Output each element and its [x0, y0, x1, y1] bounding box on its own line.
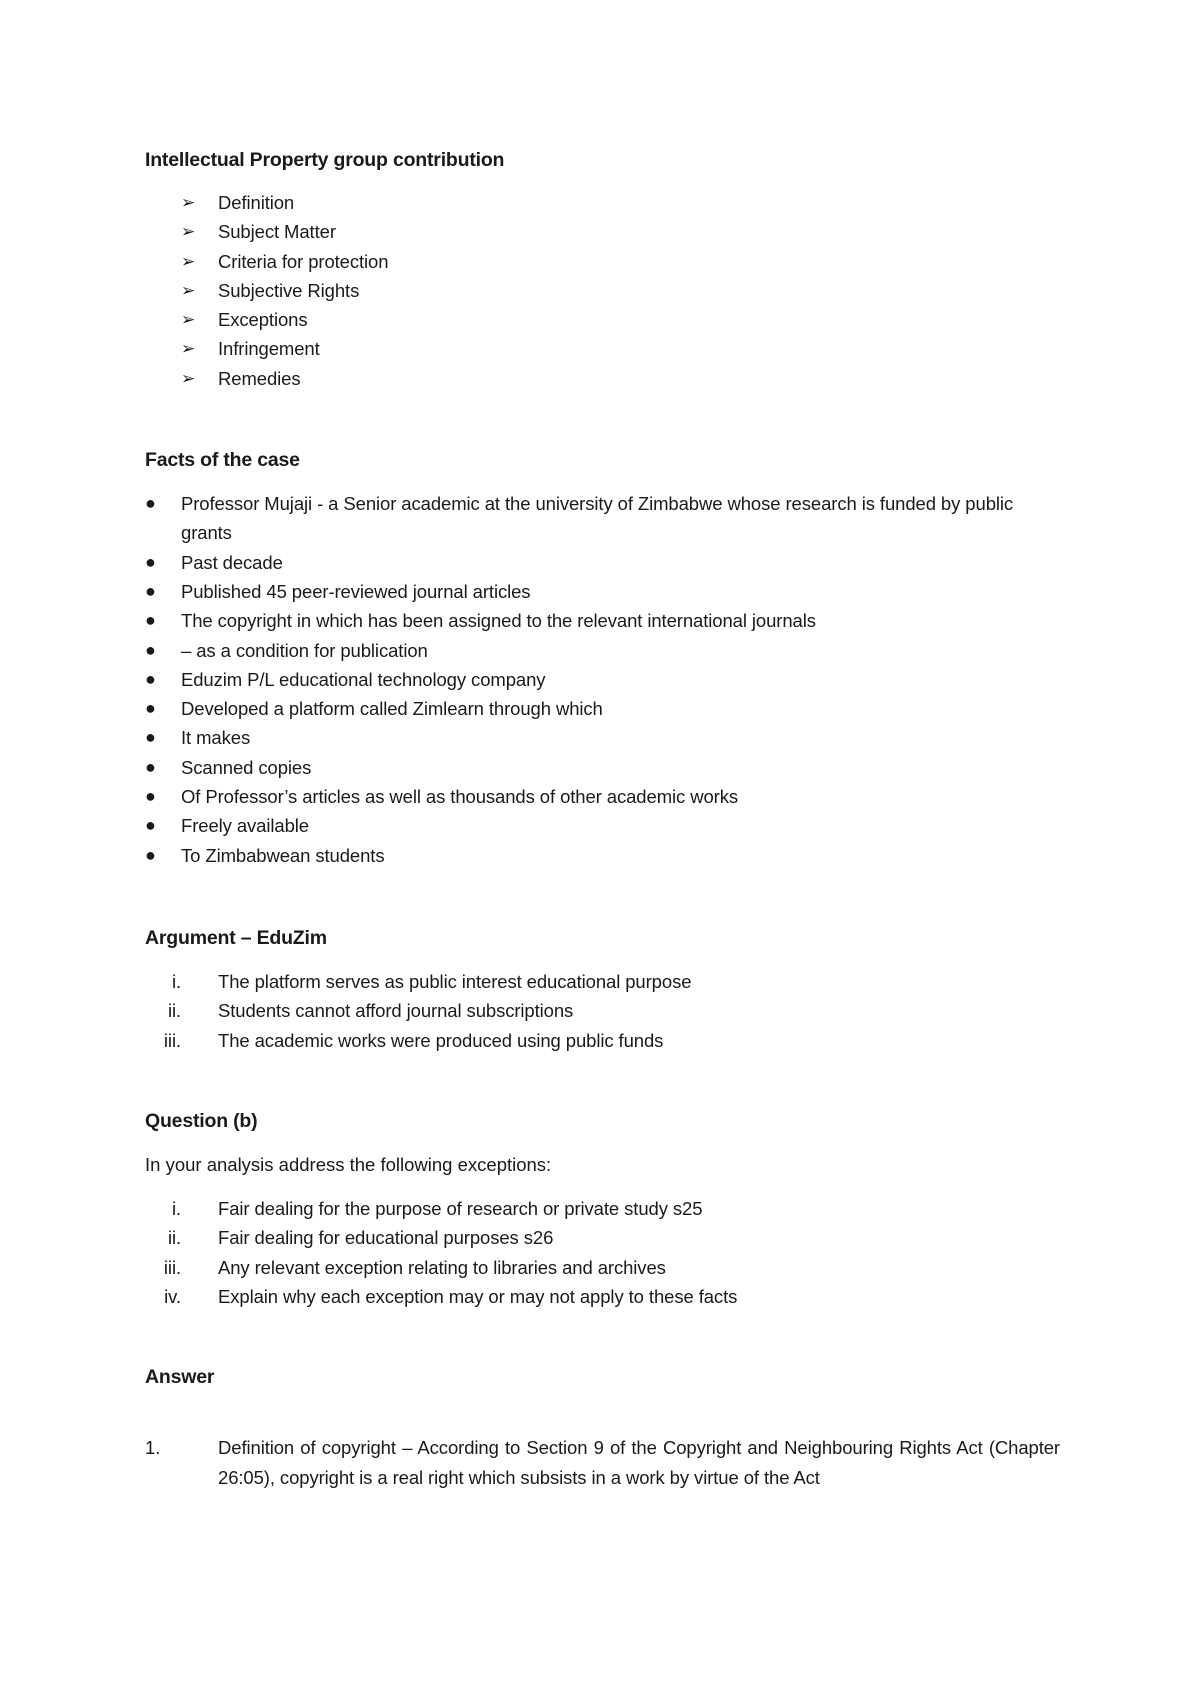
outline-list [145, 188, 1060, 393]
arrow-bullet-icon: ➢ [181, 339, 196, 359]
list-item: ● To Zimbabwean students [145, 841, 1060, 870]
bullet-icon: ● [145, 756, 156, 777]
list-item: ii. Fair dealing for educational purposes s26 [145, 1223, 1060, 1252]
facts-list [145, 489, 1060, 870]
list-item: ● – as a condition for publication [145, 636, 1060, 665]
bullet-icon: ● [145, 551, 156, 572]
facts-heading: Facts of the case [145, 449, 300, 472]
list-item: ➢ Criteria for protection [145, 247, 1060, 276]
list-item: ● Scanned copies [145, 753, 1060, 782]
list-item: ii. Students cannot afford journal subscriptions [145, 996, 1060, 1025]
list-item: ● The copyright in which has been assigned to the relevant international journals [145, 606, 1060, 635]
list-item: ➢ Subject Matter [145, 217, 1060, 246]
list-item: i. Fair dealing for the purpose of research or private study s25 [145, 1194, 1060, 1223]
arrow-bullet-icon: ➢ [181, 222, 196, 242]
bullet-icon: ● [145, 668, 156, 689]
question-heading: Question (b) [145, 1109, 258, 1132]
list-item: ● Freely available [145, 811, 1060, 840]
list-item: ● It makes [145, 723, 1060, 752]
bullet-icon: ● [145, 786, 156, 807]
list-item: ● Published 45 peer-reviewed journal articles [145, 577, 1060, 606]
document-content [145, 146, 1060, 1492]
list-item: iv. Explain why each exception may or may not apply to these facts [145, 1282, 1060, 1311]
question-list [145, 1194, 1060, 1311]
bullet-icon: ● [145, 815, 156, 836]
bullet-icon: ● [145, 698, 156, 719]
list-item: iii. Any relevant exception relating to libraries and archives [145, 1253, 1060, 1282]
list-item: ● Past decade [145, 548, 1060, 577]
list-marker: ii. [167, 1000, 181, 1022]
arrow-bullet-icon: ➢ [181, 310, 196, 330]
answer-list [145, 1433, 1060, 1492]
bullet-icon: ● [145, 580, 156, 601]
list-marker: iii. [163, 1256, 181, 1278]
arrow-bullet-icon: ➢ [181, 280, 196, 300]
list-marker: iii. [163, 1029, 181, 1051]
list-marker: i. [171, 970, 181, 992]
list-item: ➢ Definition [145, 188, 1060, 217]
list-item: iii. The academic works were produced using public funds [145, 1026, 1060, 1055]
list-marker: 1. [145, 1437, 161, 1459]
list-item: ● Of Professor’s articles as well as thousands of other academic works [145, 782, 1060, 811]
list-item: ➢ Remedies [145, 364, 1060, 393]
list-item: ● Professor Mujaji - a Senior academic at the university of Zimbabwe whose research is funded by public grants [145, 489, 1060, 548]
document-title: Intellectual Property group contribution [145, 149, 505, 171]
list-item: i. The platform serves as public interest educational purpose [145, 967, 1060, 996]
list-item: ➢ Subjective Rights [145, 276, 1060, 305]
argument-list [145, 967, 1060, 1055]
list-item: ● Developed a platform called Zimlearn through which [145, 694, 1060, 723]
list-marker: iv. [164, 1286, 181, 1308]
list-item: ● Eduzim P/L educational technology company [145, 665, 1060, 694]
list-item: ➢ Infringement [145, 334, 1060, 363]
bullet-icon: ● [145, 639, 156, 660]
bullet-icon: ● [145, 844, 156, 865]
arrow-bullet-icon: ➢ [181, 368, 196, 388]
question-intro: In your analysis address the following exceptions: [145, 1153, 552, 1175]
list-item: ➢ Exceptions [145, 305, 1060, 334]
list-item: 1. Definition of copyright – According to Section 9 of the Copyright and Neighbouring Rights Act (Chapter 26:05), copyright is a real right which subsists in a work by virtue of the Act [145, 1433, 1060, 1492]
list-marker: i. [171, 1198, 181, 1220]
bullet-icon: ● [145, 610, 156, 631]
bullet-icon: ● [145, 727, 156, 748]
argument-heading: Argument – EduZim [145, 926, 327, 949]
arrow-bullet-icon: ➢ [181, 251, 196, 271]
answer-heading: Answer [145, 1366, 215, 1389]
bullet-icon: ● [145, 493, 156, 514]
arrow-bullet-icon: ➢ [181, 193, 196, 212]
list-marker: ii. [167, 1227, 181, 1249]
